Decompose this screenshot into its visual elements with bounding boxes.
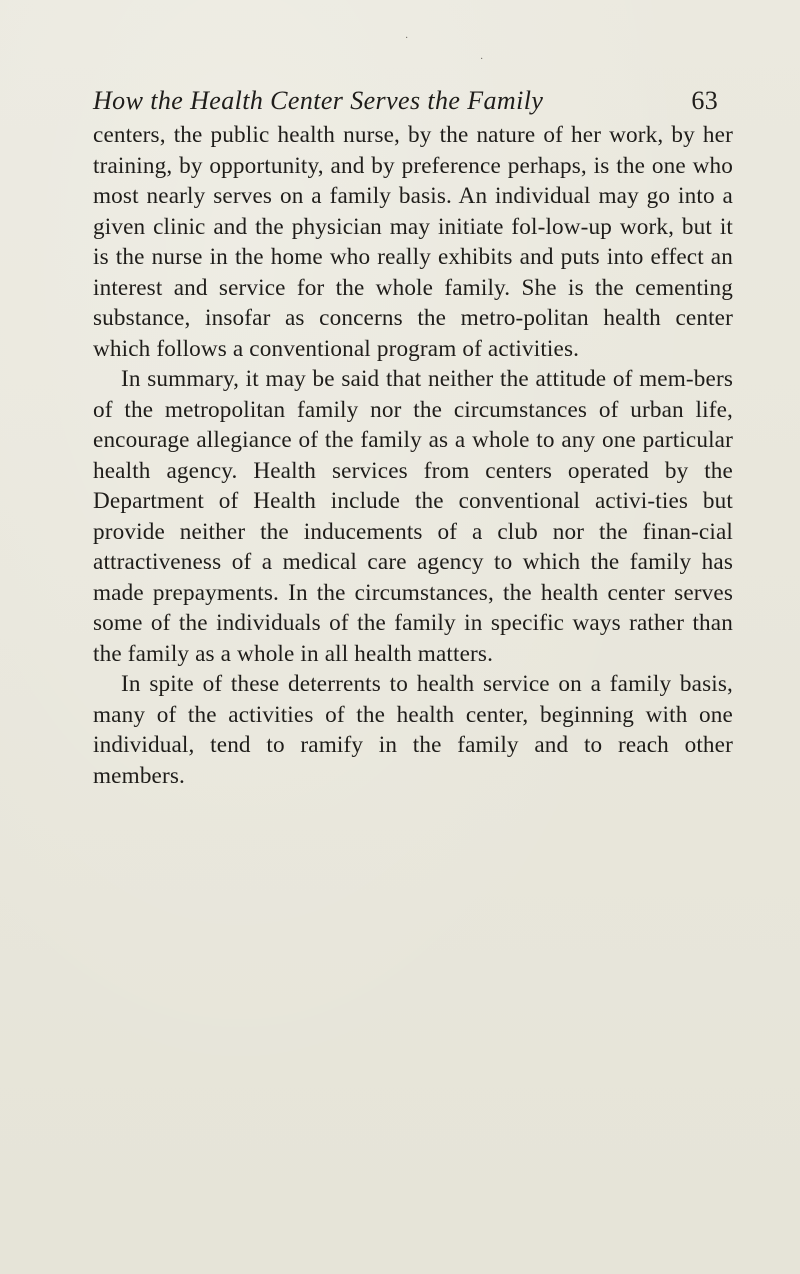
body-text [93,120,733,791]
page-number: 63 [691,86,718,115]
print-speck: · [480,54,484,65]
paragraph: In spite of these deterrents to health service on a family basis, many of the activities of the health center, beginning with one individual, tend to ramify in the family and to reach other members. [93,671,733,789]
paragraph: In summary, it may be said that neither the attitude of mem-bers of the metropolitan family nor the circumstances of urban life, encourage allegiance of the family as a whole to any one particular health agency. Health services from centers operated by the Department of Health include the conventional activi-ties but provide neither the inducements of a club nor the finan-cial attractiveness of a medical care agency to which the family has made prepayments. In the circumstances, the health center serves some of the individuals of the family in specific ways rather than the family as a whole in all health matters. [93,366,733,667]
paragraph: centers, the public health nurse, by the nature of her work, by her training, by opportunity, and by preference perhaps, is the one who most nearly serves on a family basis. An individual may go into a given clinic and the physician may initiate fol-low-up work, but it is the nurse in the home who really exhibits and puts into effect an interest and service for the whole family. She is the cementing substance, insofar as concerns the metro-politan health center which follows a conventional program of activities. [93,122,733,362]
chapter-title: How the Health Center Serves the Family [93,86,544,115]
print-speck: · [405,33,409,44]
running-header [93,84,718,118]
